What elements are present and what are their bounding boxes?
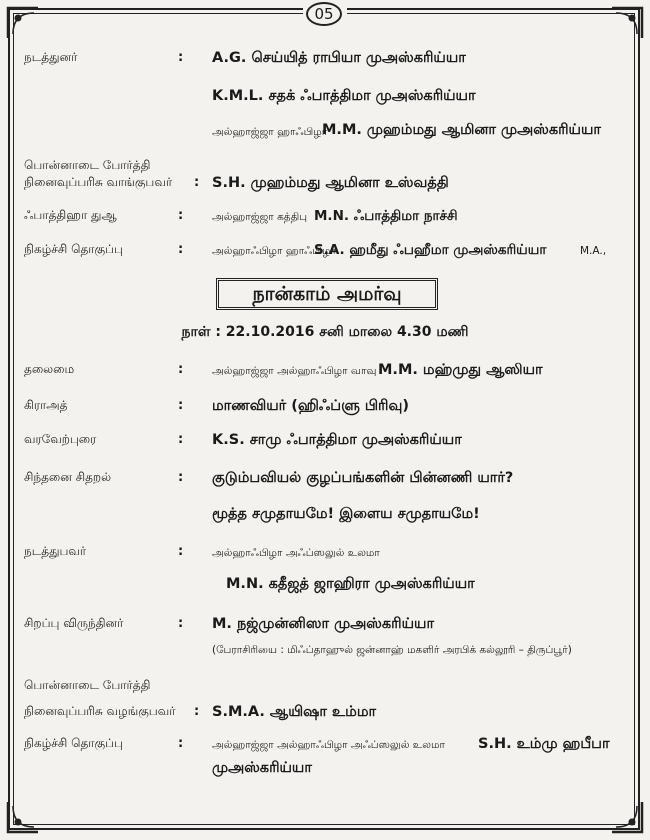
fatiha-label: ஃபாத்திஹா துஆ bbox=[24, 208, 117, 222]
guest-label: சிறப்பு விருந்தினர் bbox=[24, 616, 124, 630]
compere-suffix: M.A., bbox=[580, 245, 607, 257]
compere-2-prefix: அல்ஹாஜ்ஜா அல்ஹாஃபிழா அஃப்ஸலுல் உலமா bbox=[212, 739, 445, 751]
guest-note: (பேராசிரியை : மிஃப்தாஹுல் ஜன்னாஹ் மகளிர் அரபிக் கல்லூரி – திருப்பூர்) bbox=[212, 644, 572, 656]
fatiha-prefix: அல்ஹாஜ்ஜா கத்திபு bbox=[212, 211, 308, 223]
compere-2-name: S.H. உம்மு ஹபீபா bbox=[478, 736, 610, 752]
chair-name: M.M. மஹ்முது ஆஸியா bbox=[378, 362, 543, 378]
qirath-value: மாணவியர் (ஹிஃப்ளு பிரிவு) bbox=[212, 398, 409, 414]
colon: : bbox=[178, 50, 184, 65]
memento-label: நினைவுப்பரிசு வாங்குபவர் bbox=[24, 175, 173, 189]
colon: : bbox=[178, 398, 184, 413]
organiser-name-3: M.M. முஹம்மது ஆமினா முஅஸ்கரிய்யா bbox=[322, 122, 601, 138]
colon: : bbox=[194, 704, 200, 719]
compere-2-label: நிகழ்ச்சி தொகுப்பு bbox=[24, 736, 124, 750]
compere-prefix: அல்ஹாஃபிழா ஹாஃபிழா bbox=[212, 245, 336, 257]
memento-2-label: நினைவுப்பரிசு வழங்குபவர் bbox=[24, 704, 176, 718]
corner-ornament-bottom-right bbox=[610, 800, 644, 834]
welcome-label: வரவேற்புரை bbox=[24, 432, 97, 446]
corner-ornament-bottom-left bbox=[6, 800, 40, 834]
conductor-name: M.N. கதீஜத் ஜாஹிரா முஅஸ்கரிய்யா bbox=[226, 576, 475, 592]
colon: : bbox=[178, 362, 184, 377]
compere-name: S.A. ஹமீது ஃபஹீமா முஅஸ்கரிய்யா bbox=[314, 242, 547, 258]
compere-label: நிகழ்ச்சி தொகுப்பு bbox=[24, 242, 124, 256]
colon: : bbox=[178, 736, 184, 751]
colon: : bbox=[178, 432, 184, 447]
shawl-2-label: பொன்னாடை போர்த்தி bbox=[24, 678, 151, 692]
fatiha-name: M.N. ஃபாத்திமா நாச்சி bbox=[314, 208, 458, 224]
colon: : bbox=[178, 242, 184, 257]
colon: : bbox=[178, 616, 184, 631]
compere-2-name-2: முஅஸ்கரிய்யா bbox=[212, 760, 312, 776]
chair-label: தலைமை bbox=[24, 362, 75, 376]
guest-name: M. நஜ்முன்னிஸா முஅஸ்கரிய்யா bbox=[212, 616, 435, 632]
organiser-label: நடத்துனர் bbox=[24, 50, 78, 64]
welcome-value: K.S. சாமு ஃபாத்திமா முஅஸ்கரிய்யா bbox=[212, 432, 462, 448]
memento-value: S.H. முஹம்மது ஆமினா உஸ்வத்தி bbox=[212, 175, 449, 191]
corner-ornament-top-left bbox=[6, 6, 40, 40]
qirath-label: கிராஅத் bbox=[24, 398, 68, 412]
colon: : bbox=[178, 208, 184, 223]
conductor-label: நடத்துபவர் bbox=[24, 544, 87, 558]
shawl-label: பொன்னாடை போர்த்தி bbox=[24, 158, 151, 172]
session-date: நாள் : 22.10.2016 சனி மாலை 4.30 மணி bbox=[181, 324, 469, 340]
organiser-3-prefix: அல்ஹாஜ்ஜா ஹாஃபிழா bbox=[212, 126, 328, 138]
chair-prefix: அல்ஹாஜ்ஜா அல்ஹாஃபிழா வாவு bbox=[212, 365, 377, 377]
organiser-name-2: K.M.L. சதக் ஃபாத்திமா முஅஸ்கரிய்யா bbox=[212, 88, 476, 104]
thought-line-2: மூத்த சமுதாயமே! இளைய சமுதாயமே! bbox=[212, 506, 480, 522]
organiser-name-1: A.G. செய்யித் ராபியா முஅஸ்கரிய்யா bbox=[212, 50, 466, 66]
colon: : bbox=[178, 470, 184, 485]
memento-2-value: S.M.A. ஆயிஷா உம்மா bbox=[212, 704, 377, 720]
page-number: 05 bbox=[306, 2, 342, 26]
colon: : bbox=[178, 544, 184, 559]
colon: : bbox=[194, 175, 200, 190]
corner-ornament-top-right bbox=[610, 6, 644, 40]
thought-label: சிந்தனை சிதறல் bbox=[24, 470, 112, 484]
conductor-prefix: அல்ஹாஃபிழா அஃப்ஸலுல் உலமா bbox=[212, 547, 380, 559]
thought-line-1: குடும்பவியல் குழப்பங்களின் பின்னணி யார்? bbox=[212, 470, 514, 486]
session-title: நான்காம் அமர்வு bbox=[216, 278, 438, 310]
